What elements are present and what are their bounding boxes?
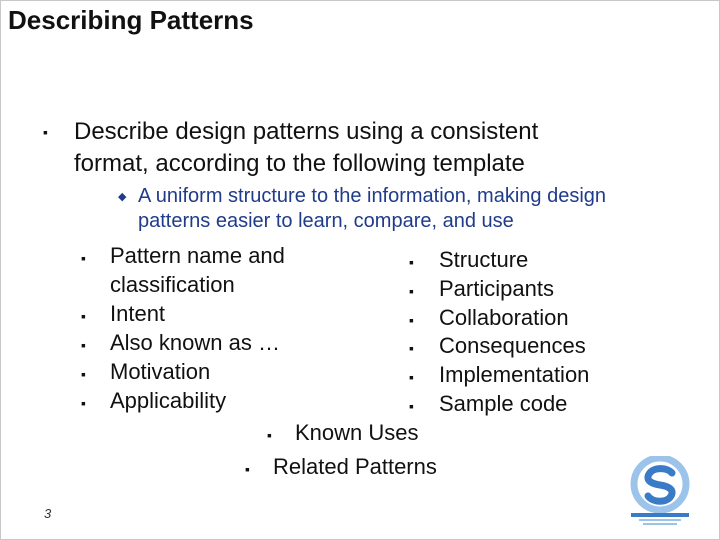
square-bullet-icon: ▪ xyxy=(409,283,414,299)
sub-bullet-line-1: A uniform structure to the information, making design xyxy=(138,185,607,207)
square-bullet-icon: ▪ xyxy=(81,308,86,324)
right-item-implementation: Implementation xyxy=(439,362,590,387)
right-item-consequences: Consequences xyxy=(439,333,586,358)
left-item-pattern-name-line-2: classification xyxy=(110,272,235,297)
center-item-known-uses: Known Uses xyxy=(295,420,419,445)
square-bullet-icon: ▪ xyxy=(81,250,86,266)
left-item-intent: Intent xyxy=(110,301,166,326)
page-number: 3 xyxy=(44,506,52,521)
square-bullet-icon: ▪ xyxy=(409,312,414,328)
square-bullet-icon: ▪ xyxy=(409,369,414,385)
slide-title: Describing Patterns xyxy=(8,5,254,35)
center-item-related-patterns: Related Patterns xyxy=(273,454,437,479)
square-bullet-icon: ▪ xyxy=(409,398,414,414)
diamond-bullet-icon: ◆ xyxy=(118,191,127,203)
right-item-sample-code: Sample code xyxy=(439,391,568,416)
square-bullet-icon: ▪ xyxy=(81,337,86,353)
software-engineering-logo xyxy=(629,456,691,528)
left-item-applicability: Applicability xyxy=(110,388,227,413)
square-bullet-icon: ▪ xyxy=(409,254,414,270)
square-bullet-icon: ▪ xyxy=(81,366,86,382)
right-item-structure: Structure xyxy=(439,247,529,272)
right-item-participants: Participants xyxy=(439,276,554,301)
square-bullet-icon: ▪ xyxy=(409,340,414,356)
sub-bullet-line-2: patterns easier to learn, compare, and use xyxy=(138,210,514,232)
left-item-pattern-name-line-1: Pattern name and xyxy=(110,243,285,268)
square-bullet-icon: ▪ xyxy=(43,124,48,140)
left-item-also-known-as: Also known as … xyxy=(110,330,280,355)
right-item-collaboration: Collaboration xyxy=(439,305,569,330)
square-bullet-icon: ▪ xyxy=(245,461,250,477)
main-bullet-line-1: Describe design patterns using a consistent xyxy=(74,118,539,145)
square-bullet-icon: ▪ xyxy=(267,427,272,443)
left-item-motivation: Motivation xyxy=(110,359,211,384)
square-bullet-icon: ▪ xyxy=(81,395,86,411)
main-bullet-line-2: format, according to the following template xyxy=(74,150,525,177)
